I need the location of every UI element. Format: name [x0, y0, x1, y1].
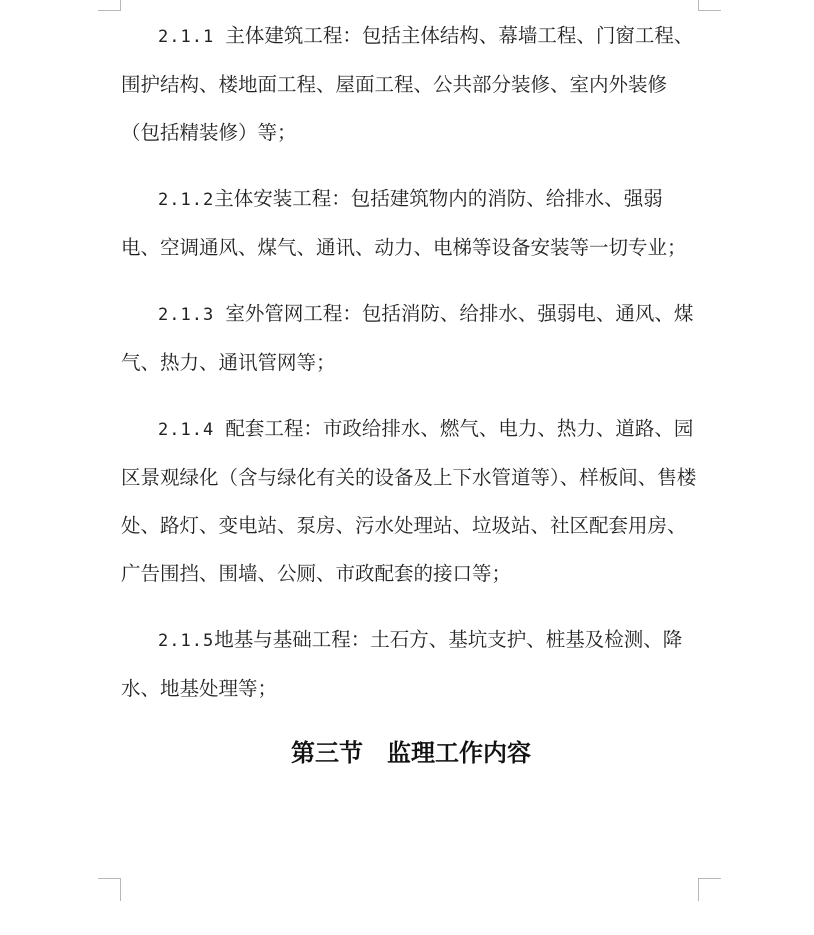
- paragraph-2-1-5: [121, 616, 701, 713]
- crop-mark-top-right: [698, 0, 721, 11]
- section-number: 2.1.3: [158, 305, 226, 325]
- paragraph-text: 主体建筑工程：包括主体结构、幕墙工程、门窗工程、围护结构、楼地面工程、屋面工程、公共部分装修、室内外装修（包括精装修）等；: [121, 24, 694, 144]
- paragraph-text: 主体安装工程：包括建筑物内的消防、给排水、强弱电、空调通风、煤气、通讯、动力、电梯等设备安装等一切专业；: [121, 187, 687, 259]
- paragraph-text: 室外管网工程：包括消防、给排水、强弱电、通风、煤气、热力、通讯管网等；: [121, 302, 694, 374]
- paragraph-2-1-2: [121, 175, 701, 272]
- crop-mark-top-left: [98, 0, 121, 11]
- paragraph-text: 地基与基础工程：土石方、基坑支护、桩基及检测、降水、地基处理等；: [121, 628, 683, 700]
- section-number: 2.1.5: [158, 631, 215, 651]
- section-number: 2.1.4: [158, 420, 226, 440]
- section-number: 2.1.1: [158, 27, 226, 47]
- paragraph-2-1-4: [121, 405, 701, 598]
- crop-mark-bottom-right: [698, 878, 721, 901]
- crop-mark-bottom-left: [98, 878, 121, 901]
- paragraph-2-1-3: [121, 290, 701, 387]
- paragraph-2-1-1: [121, 12, 701, 157]
- section-number: 2.1.2: [158, 190, 215, 210]
- section-heading: 第三节 监理工作内容: [291, 739, 531, 767]
- document-body: [121, 12, 701, 731]
- paragraph-text: 配套工程：市政给排水、燃气、电力、热力、道路、园区景观绿化（含与绿化有关的设备及上下水管道等）、样板间、售楼处、路灯、变电站、泵房、污水处理站、垃圾站、社区配套用房、广告围挡、围墙、公厕、市政配套的接口等；: [121, 417, 697, 585]
